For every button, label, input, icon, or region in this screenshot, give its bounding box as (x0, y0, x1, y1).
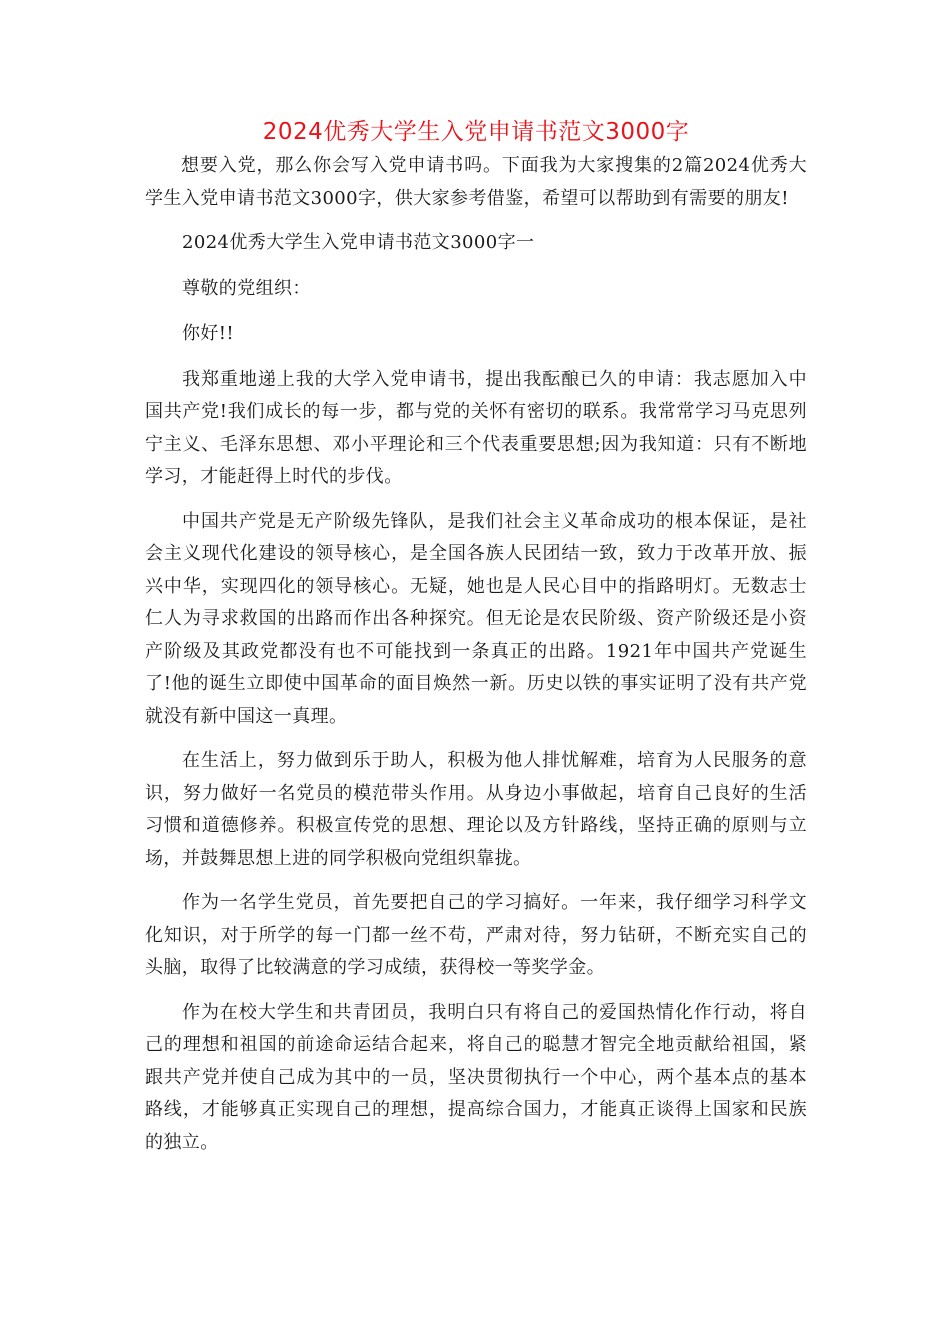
body-paragraph: 作为一名学生党员，首先要把自己的学习搞好。一年来，我仔细学习科学文化知识，对于所学的每一门都一丝不苟，严肃对待，努力钻研，不断充实自己的头脑，取得了比较满意的学习成绩，获得校一等奖学金。 (145, 892, 807, 978)
salutation: 尊敬的党组织： (182, 277, 311, 299)
intro-paragraph: 想要入党，那么你会写入党申请书吗。下面我为大家搜集的2篇2024优秀大学生入党申请书范文3000字，供大家参考借鉴，希望可以帮助到有需要的朋友! (145, 155, 807, 209)
body-paragraph: 中国共产党是无产阶级先锋队，是我们社会主义革命成功的根本保证，是社会主义现代化建设的领导核心，是全国各族人民团结一致，致力于改革开放、振兴中华，实现四化的领导核心。无疑，她也是人民心目中的指路明灯。无数志士仁人为寻求救国的出路而作出各种探究。但无论是农民阶级、资产阶级还是小资产阶级及其政党都没有也不可能找到一条真正的出路。1921年中国共产党诞生了!他的诞生立即使中国革命的面目焕然一新。历史以铁的事实证明了没有共产党就没有新中国这一真理。 (145, 510, 807, 727)
section-heading: 2024优秀大学生入党申请书范文3000字一 (182, 232, 535, 253)
body-paragraph: 作为在校大学生和共青团员，我明白只有将自己的爱国热情化作行动，将自己的理想和祖国的前途命运结合起来，将自己的聪慧才智完全地贡献给祖国，紧跟共产党并使自己成为其中的一员，坚决贯彻执行一个中心，两个基本点的基本路线，才能够真正实现自己的理想，提高综合国力，才能真正谈得上国家和民族的独立。 (145, 1001, 807, 1153)
document-page (145, 110, 807, 1171)
body-paragraph: 在生活上，努力做到乐于助人，积极为他人排忧解难，培育为人民服务的意识，努力做好一名党员的模范带头作用。从身边小事做起，培育自己良好的生活习惯和道德修养。积极宣传党的思想、理论以及方针路线，坚持正确的原则与立场，并鼓舞思想上进的同学积极向党组织靠拢。 (145, 750, 807, 869)
greeting: 你好!! (182, 323, 235, 344)
body-paragraph: 我郑重地递上我的大学入党申请书，提出我酝酿已久的申请：我志愿加入中国共产党!我们成长的每一步，都与党的关怀有密切的联系。我常常学习马克思列宁主义、毛泽东思想、邓小平理论和三个代表重要思想;因为我知道：只有不断地学习，才能赶得上时代的步伐。 (145, 368, 807, 487)
document-title: 2024优秀大学生入党申请书范文3000字 (262, 119, 690, 145)
